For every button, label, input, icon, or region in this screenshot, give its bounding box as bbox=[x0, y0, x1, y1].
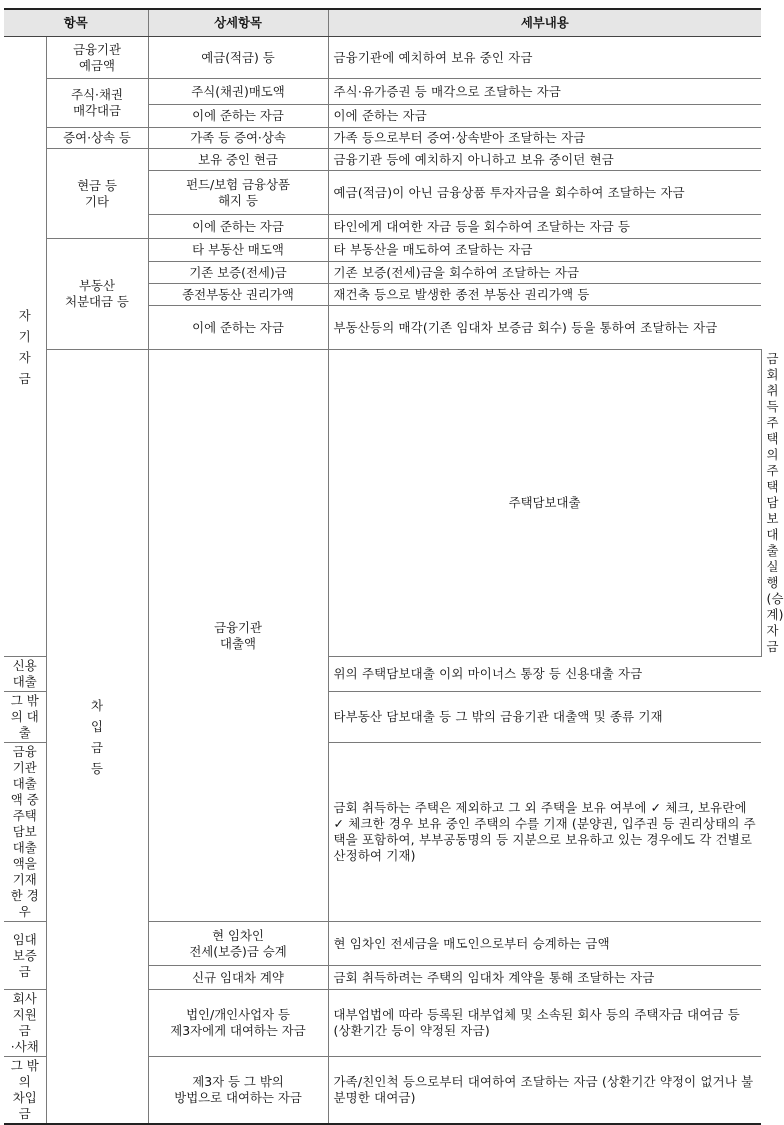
detail-cell: 타 부동산을 매도하여 조달하는 자금 bbox=[328, 239, 761, 262]
subitem-cell: 그 밖의 대출 bbox=[4, 692, 46, 743]
detail-cell: 가족 등으로부터 증여·상속받아 조달하는 자금 bbox=[328, 128, 761, 149]
subitem-cell: 기존 보증(전세)금 bbox=[148, 262, 328, 284]
category-cell: 증여·상속 등 bbox=[46, 128, 148, 149]
category-cell: 부동산 처분대금 등 bbox=[46, 239, 148, 350]
detail-cell: 가족/친인척 등으로부터 대여하여 조달하는 자금 (상환기간 약정이 없거나 불분명한 대여금) bbox=[328, 1057, 761, 1125]
detail-cell: 현 임차인 전세금을 매도인으로부터 승계하는 금액 bbox=[328, 922, 761, 966]
detail-cell: 재건축 등으로 발생한 종전 부동산 권리가액 등 bbox=[328, 284, 761, 306]
table-row: 차 입 금 등 금융기관 대출액 주택담보대출 금회 취득 주택의 주택담보대출 실행(승계) 자금 bbox=[4, 350, 761, 657]
subitem-cell: 종전부동산 권리가액 bbox=[148, 284, 328, 306]
category-cell: 주식·채권 매각대금 bbox=[46, 79, 148, 128]
subitem-cell: 보유 중인 현금 bbox=[148, 149, 328, 171]
table-row bbox=[4, 79, 761, 105]
subitem-cell: 주택담보대출 bbox=[328, 350, 761, 657]
subitem-cell: 타 부동산 매도액 bbox=[148, 239, 328, 262]
detail-cell: 위의 주택담보대출 이외 마이너스 통장 등 신용대출 자금 bbox=[328, 657, 761, 692]
subitem-cell: 이에 준하는 자금 bbox=[148, 105, 328, 128]
subitem-cell: 예금(적금) 등 bbox=[148, 37, 328, 79]
table-row bbox=[4, 37, 761, 79]
detail-cell: 주식·유가증권 등 매각으로 조달하는 자금 bbox=[328, 79, 761, 105]
header-item: 항목 bbox=[4, 9, 148, 37]
detail-cell: 타부동산 담보대출 등 그 밖의 금융기관 대출액 및 종류 기재 bbox=[328, 692, 761, 743]
section-own-funds: 자 기 자 금 bbox=[4, 37, 46, 657]
header-row bbox=[4, 9, 761, 37]
subitem-cell: 가족 등 증여·상속 bbox=[148, 128, 328, 149]
table-row bbox=[4, 149, 761, 171]
detail-cell: 부동산등의 매각(기존 임대차 보증금 회수) 등을 통하여 조달하는 자금 bbox=[328, 306, 761, 350]
detail-cell: 대부업법에 따라 등록된 대부업체 및 소속된 회사 등의 주택자금 대여금 등 (상환기간 등이 약정된 자금) bbox=[328, 990, 761, 1057]
detail-cell: 금융기관에 예치하여 보유 중인 자금 bbox=[328, 37, 761, 79]
table-row bbox=[4, 239, 761, 262]
header-detail: 세부내용 bbox=[328, 9, 761, 37]
section-borrowings: 차 입 금 등 bbox=[46, 350, 148, 1125]
category-cell: 금융기관 예금액 bbox=[46, 37, 148, 79]
category-cell: 그 밖의 차입금 bbox=[4, 1057, 46, 1125]
subitem-cell: 펀드/보험 금융상품 해지 등 bbox=[148, 171, 328, 215]
category-cell: 현금 등 기타 bbox=[46, 149, 148, 239]
header-subitem: 상세항목 bbox=[148, 9, 328, 37]
fund-source-table bbox=[4, 8, 784, 1125]
subitem-cell: 이에 준하는 자금 bbox=[148, 215, 328, 239]
detail-cell: 이에 준하는 자금 bbox=[328, 105, 761, 128]
category-cell: 금융기관 대출액 bbox=[148, 350, 328, 922]
category-cell: 회사지원금 ·사채 bbox=[4, 990, 46, 1057]
subitem-cell: 이에 준하는 자금 bbox=[148, 306, 328, 350]
subitem-cell: 신용대출 bbox=[4, 657, 46, 692]
table-row bbox=[4, 128, 761, 149]
subitem-cell: 제3자 등 그 밖의 방법으로 대여하는 자금 bbox=[148, 1057, 328, 1125]
detail-cell: 예금(적금)이 아닌 금융상품 투자자금을 회수하여 조달하는 자금 bbox=[328, 171, 761, 215]
subitem-cell: 법인/개인사업자 등 제3자에게 대여하는 자금 bbox=[148, 990, 328, 1057]
detail-cell: 금회 취득하려는 주택의 임대차 계약을 통해 조달하는 자금 bbox=[328, 966, 761, 990]
detail-cell: 금회 취득하는 주택은 제외하고 그 외 주택을 보유 여부에 ✓ 체크, 보유란에 ✓ 체크한 경우 보유 중인 주택의 수를 기재 (분양권, 입주권 등 권리상태의 주택을 포함하여, 부부공동명의 등 지분으로 보유하고 있는 경우에도 각 건별로 산정하여 기재) bbox=[328, 743, 761, 922]
subitem-cell: 주식(채권)매도액 bbox=[148, 79, 328, 105]
subitem-cell: 금융기관 대출액 중 주택담보대출액을 기재한 경우 bbox=[4, 743, 46, 922]
category-cell: 임대보증금 bbox=[4, 922, 46, 990]
subitem-cell: 신규 임대차 계약 bbox=[148, 966, 328, 990]
detail-cell: 기존 보증(전세)금을 회수하여 조달하는 자금 bbox=[328, 262, 761, 284]
detail-cell: 타인에게 대여한 자금 등을 회수하여 조달하는 자금 등 bbox=[328, 215, 761, 239]
detail-cell: 금융기관 등에 예치하지 아니하고 보유 중이던 현금 bbox=[328, 149, 761, 171]
subitem-cell: 현 임차인 전세(보증)금 승계 bbox=[148, 922, 328, 966]
